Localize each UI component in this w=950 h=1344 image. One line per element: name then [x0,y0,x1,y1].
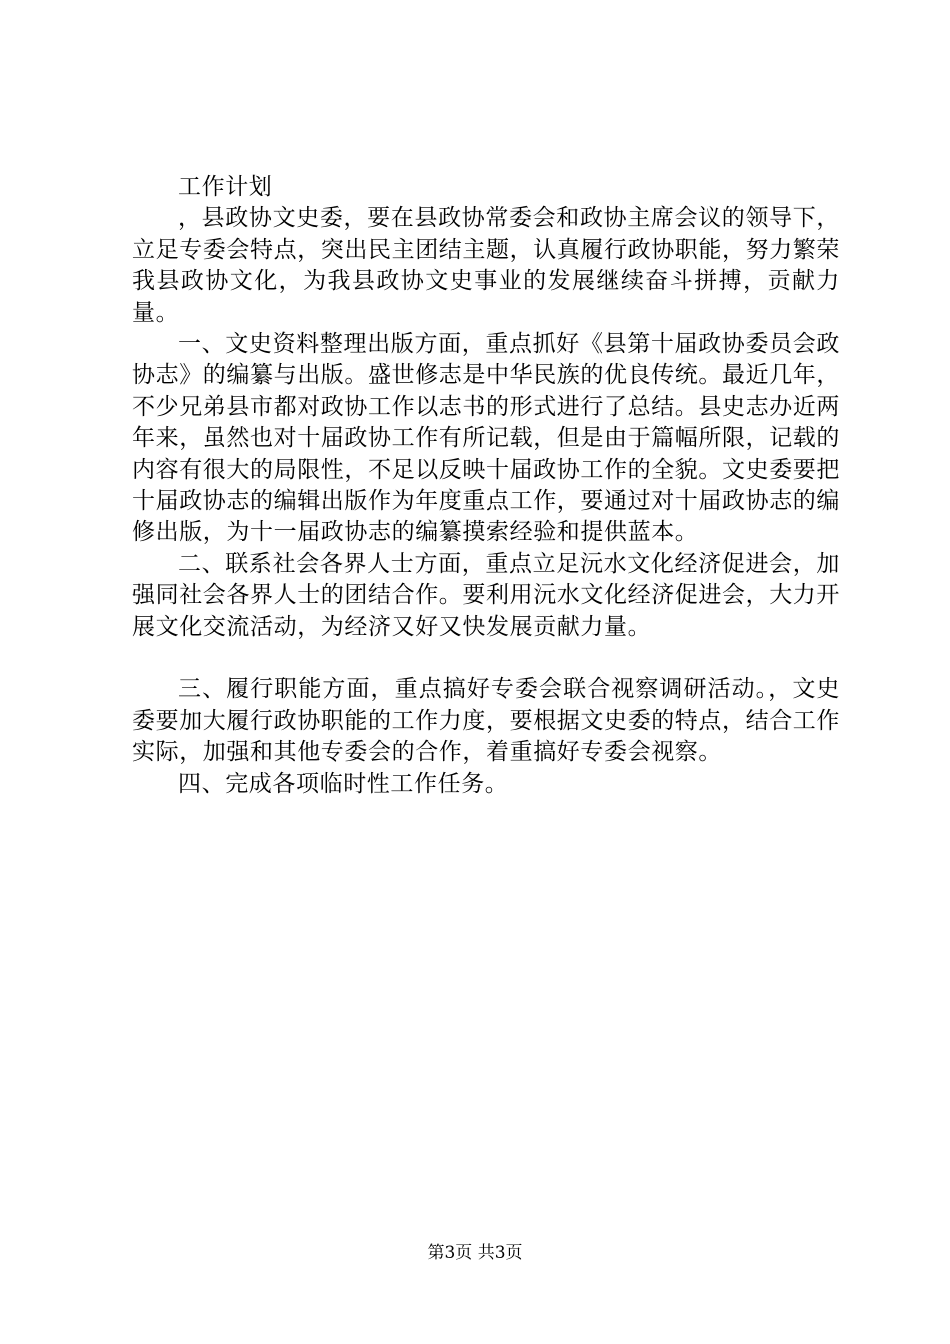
paragraph-item-4: 四、完成各项临时性工作任务。 [178,770,509,797]
paragraph-item-1: 一、文史资料整理出版方面，重点抓好《县第十届政协委员会政协志》的编纂与出版。盛世修志是中华民族的优良传统。最近几年，不少兄弟县市都对政协工作以志书的形式进行了总结。县史志办近两年来，虽然也对十届政协工作有所记载，但是由于篇幅所限，记载的内容有很大的局限性，不足以反映十届政协工作的全貌。文史委要把十届政协志的编辑出版作为年度重点工作，要通过对十届政协志的编修出版，为十一届政协志的编纂摸索经验和提供蓝本。 [132,331,840,546]
paragraph-intro: ，县政协文史委，要在县政协常委会和政协主席会议的领导下，立足专委会特点，突出民主团结主题，认真履行政协职能，努力繁荣我县政协文化，为我县政协文史事业的发展继续奋斗拼搏，贡献力量。 [132,205,840,326]
paragraph-item-3: 三、履行职能方面，重点搞好专委会联合视察调研活动。，文史委要加大履行政协职能的工作力度，要根据文史委的特点，结合工作实际，加强和其他专委会的合作，着重搞好专委会视察。 [132,676,840,766]
document-body [132,172,840,800]
page-number: 第3页 共3页 [427,1243,523,1263]
document-title: 工作计划 [178,174,273,200]
paragraph-item-2: 二、联系社会各界人士方面，重点立足沅水文化经济促进会，加强同社会各界人士的团结合作。要利用沅水文化经济促进会，大力开展文化交流活动，为经济又好又快发展贡献力量。 [132,550,840,640]
